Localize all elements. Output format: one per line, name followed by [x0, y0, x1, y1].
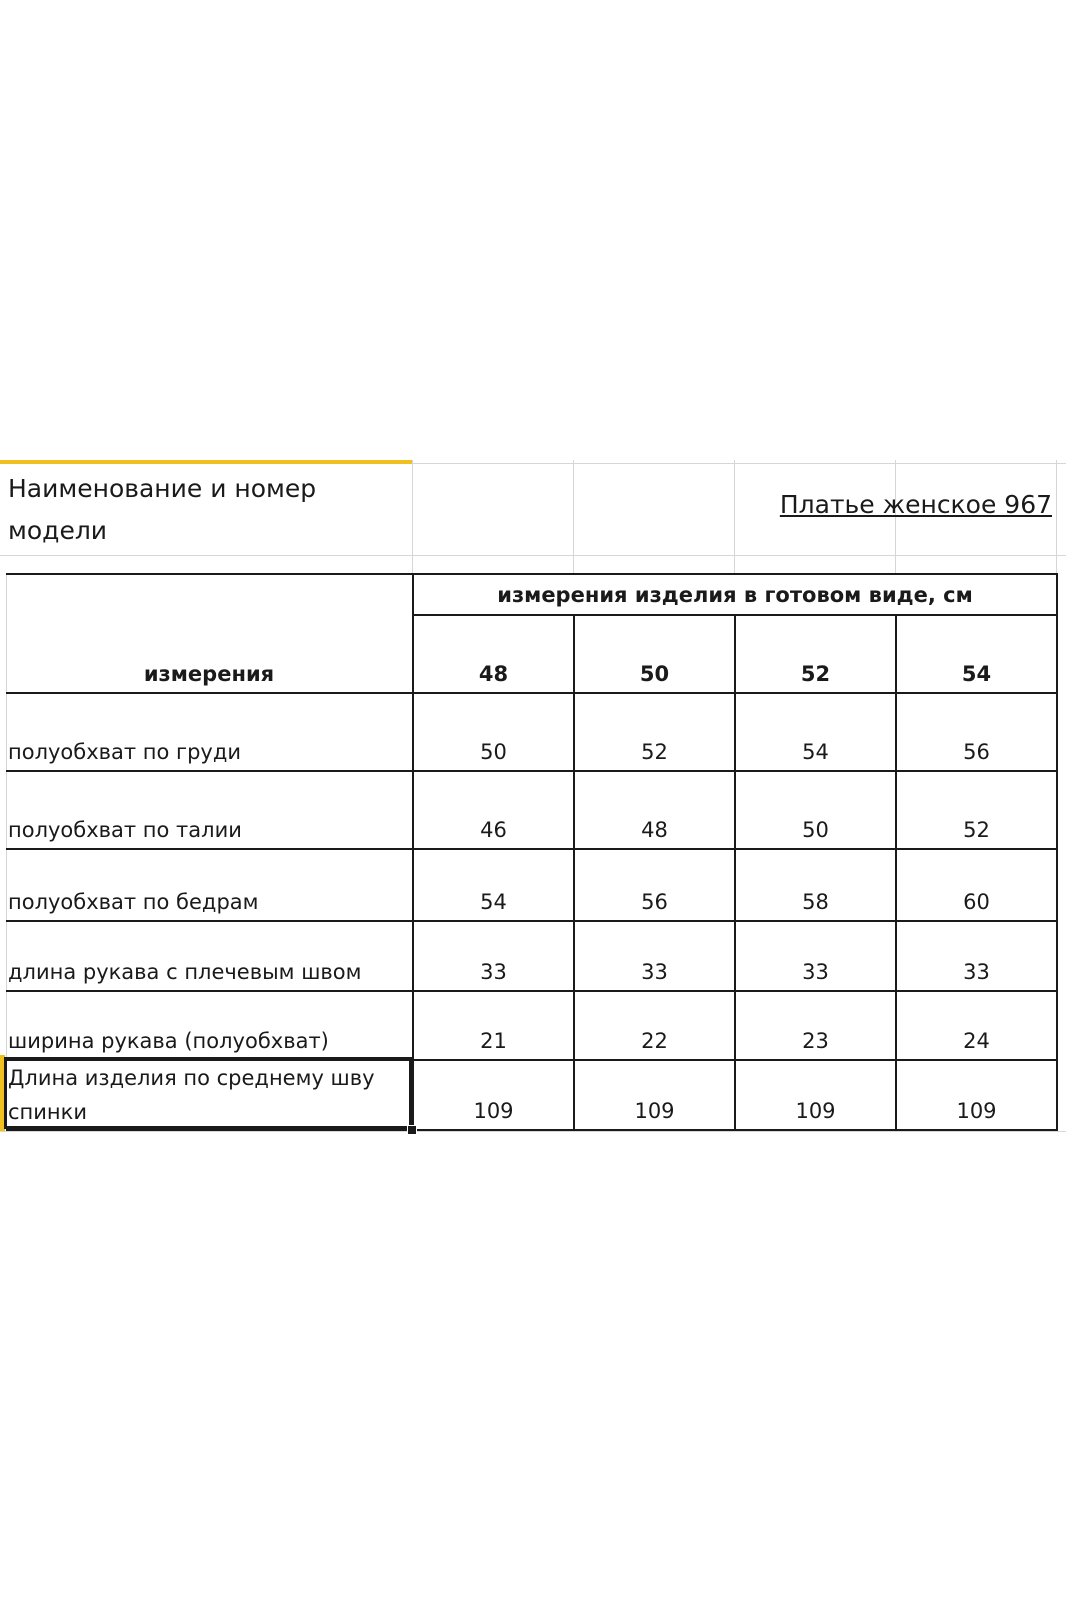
- table-cell[interactable]: [736, 694, 895, 770]
- cell-value: 52: [963, 818, 990, 842]
- table-cell[interactable]: [575, 694, 734, 770]
- row-label[interactable]: [8, 850, 412, 920]
- table-cell[interactable]: [575, 772, 734, 848]
- row-label[interactable]: [8, 694, 412, 770]
- table-cell[interactable]: [414, 694, 573, 770]
- cell-value: 58: [802, 890, 829, 914]
- size-header[interactable]: [414, 616, 573, 692]
- gridline: [1056, 460, 1057, 573]
- model-name-value[interactable]: [580, 490, 1052, 532]
- table-cell[interactable]: [897, 992, 1056, 1059]
- size-52: 52: [800, 662, 831, 686]
- table-cell[interactable]: [575, 922, 734, 990]
- table-cell[interactable]: [414, 1061, 573, 1129]
- column-header-highlight: [0, 460, 412, 464]
- cell-selection-border: [4, 1057, 412, 1129]
- table-cell[interactable]: [575, 850, 734, 920]
- table-border: [6, 1129, 1058, 1131]
- cell-value: 109: [956, 1099, 997, 1123]
- fill-handle[interactable]: [407, 1125, 417, 1135]
- size-54: 54: [961, 662, 992, 686]
- cell-value: 33: [802, 960, 829, 984]
- model-name: Платье женское 967: [779, 490, 1052, 519]
- gridline: [0, 555, 1066, 556]
- row-header-cell[interactable]: [6, 575, 412, 692]
- gridline: [0, 1131, 1066, 1132]
- cell-value: 24: [963, 1029, 990, 1053]
- table-cell[interactable]: [736, 922, 895, 990]
- size-50: 50: [639, 662, 670, 686]
- cell-value: 56: [963, 740, 990, 764]
- table-cell[interactable]: [897, 850, 1056, 920]
- cell-value: 22: [641, 1029, 668, 1053]
- row-label-text: полуобхват по груди: [8, 740, 242, 764]
- cell-value: 46: [480, 818, 507, 842]
- table-cell[interactable]: [897, 772, 1056, 848]
- row-label-text-line1: Длина изделия по среднему шву: [8, 1066, 375, 1090]
- cell-value: 33: [641, 960, 668, 984]
- row-label[interactable]: [8, 772, 412, 848]
- cell-value: 21: [480, 1029, 507, 1053]
- row-label-text: полуобхват по бедрам: [8, 890, 259, 914]
- model-name-label[interactable]: [8, 468, 408, 552]
- table-cell[interactable]: [897, 694, 1056, 770]
- cell-value: 33: [963, 960, 990, 984]
- table-cell[interactable]: [414, 992, 573, 1059]
- cell-value: 60: [963, 890, 990, 914]
- table-cell[interactable]: [414, 922, 573, 990]
- cell-value: 109: [634, 1099, 675, 1123]
- table-border: [1056, 573, 1058, 1131]
- table-cell[interactable]: [736, 992, 895, 1059]
- model-name-label-line1: Наименование и номер: [8, 474, 317, 503]
- cell-value: 54: [802, 740, 829, 764]
- table-cell[interactable]: [736, 1061, 895, 1129]
- row-header-label: измерения: [143, 662, 275, 686]
- group-header[interactable]: [414, 575, 1056, 614]
- table-cell[interactable]: [897, 1061, 1056, 1129]
- gridline: [573, 460, 574, 573]
- row-label[interactable]: [8, 992, 412, 1059]
- cell-value: 54: [480, 890, 507, 914]
- cell-value: 50: [480, 740, 507, 764]
- row-label-text: ширина рукава (полуобхват): [8, 1029, 329, 1053]
- size-48: 48: [478, 662, 509, 686]
- cell-value: 33: [480, 960, 507, 984]
- table-cell[interactable]: [414, 772, 573, 848]
- cell-value: 109: [473, 1099, 514, 1123]
- table-cell[interactable]: [575, 1061, 734, 1129]
- row-label-text: полуобхват по талии: [8, 818, 242, 842]
- group-header-text: измерения изделия в готовом виде, см: [497, 582, 973, 607]
- model-name-label-line2: модели: [8, 516, 108, 545]
- cell-value: 50: [802, 818, 829, 842]
- size-header[interactable]: [736, 616, 895, 692]
- table-cell[interactable]: [736, 850, 895, 920]
- size-header[interactable]: [575, 616, 734, 692]
- table-cell[interactable]: [575, 992, 734, 1059]
- cell-value: 48: [641, 818, 668, 842]
- row-label-text: длина рукава с плечевым швом: [8, 960, 362, 984]
- row-label[interactable]: [8, 922, 412, 990]
- cell-value: 52: [641, 740, 668, 764]
- table-cell[interactable]: [736, 772, 895, 848]
- row-label-text-line2: спинки: [8, 1100, 87, 1124]
- gridline: [412, 460, 413, 573]
- table-cell[interactable]: [897, 922, 1056, 990]
- size-header[interactable]: [897, 616, 1056, 692]
- cell-value: 109: [795, 1099, 836, 1123]
- table-cell[interactable]: [414, 850, 573, 920]
- cell-value: 56: [641, 890, 668, 914]
- cell-value: 23: [802, 1029, 829, 1053]
